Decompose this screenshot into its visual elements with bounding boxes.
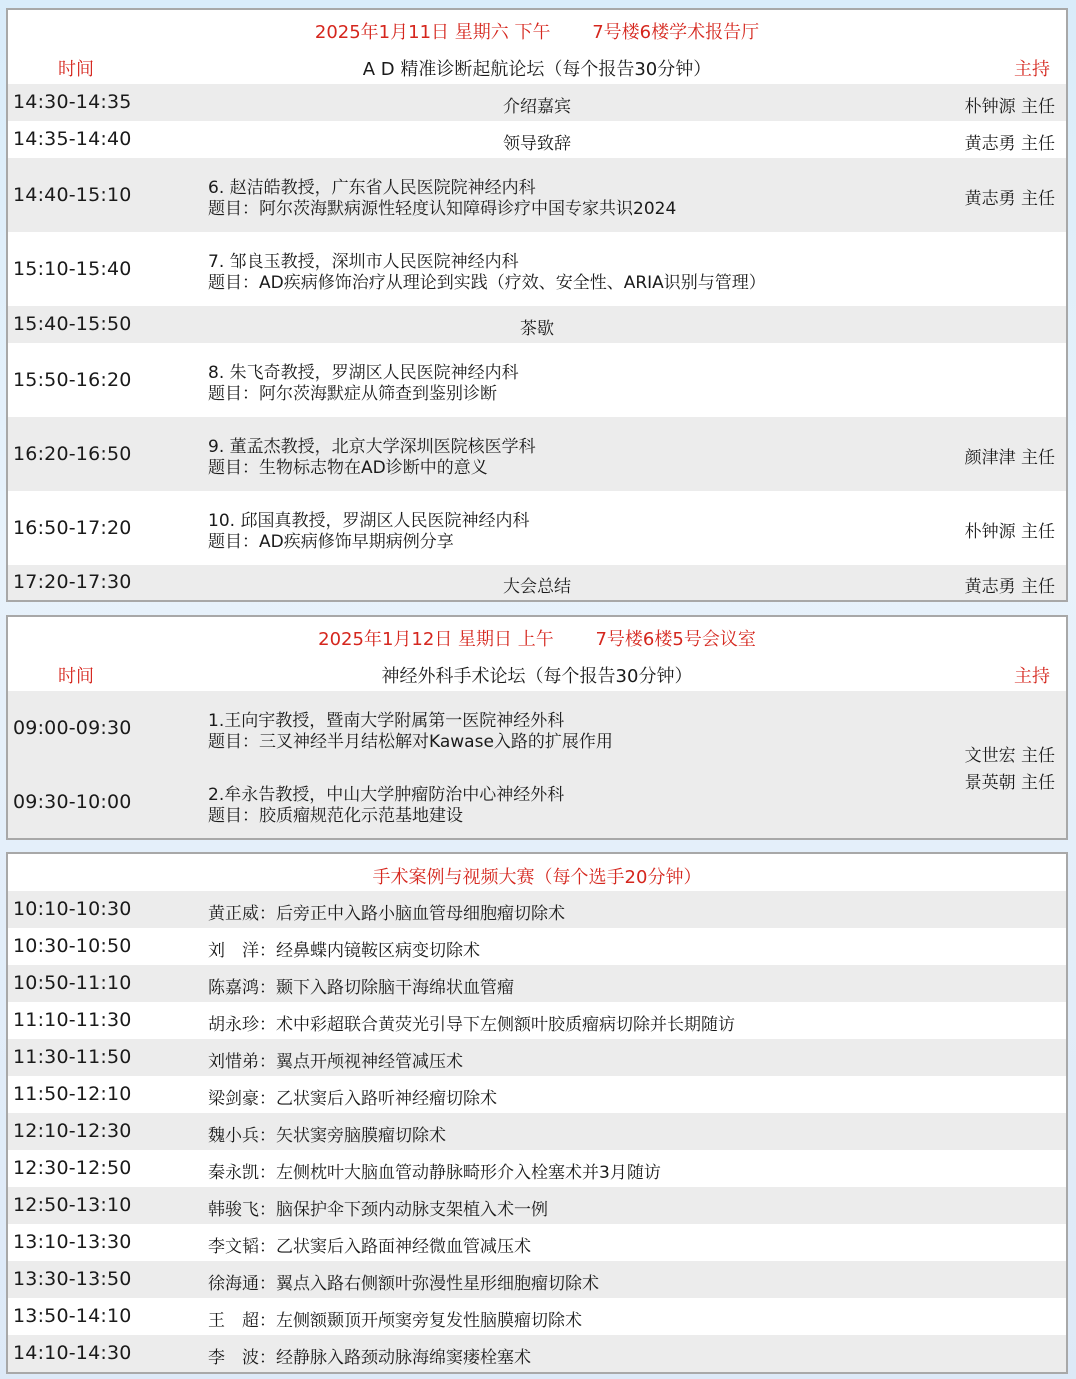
row-entry: 梁剑豪：乙状窦后入路听神经瘤切除术 [208, 1089, 497, 1109]
table-row [8, 121, 1066, 158]
table-row [8, 965, 1066, 1002]
row-topic: 题目：三叉神经半月结松解对Kawase入路的扩展作用 [208, 732, 613, 752]
row-entry: 徐海通：翼点入路右侧额叶弥漫性星形细胞瘤切除术 [208, 1274, 599, 1294]
row-time: 13:30-13:50 [13, 1268, 132, 1290]
row-time: 11:10-11:30 [13, 1009, 132, 1031]
table-row [8, 1076, 1066, 1113]
row-time: 14:35-14:40 [13, 128, 132, 150]
row-speaker: 6. 赵洁皓教授，广东省人民医院院神经内科 [208, 178, 536, 198]
day1-host-label: 主持 [1014, 59, 1050, 80]
table-row [8, 491, 1066, 565]
row-entry: 魏小兵：矢状窦旁脑膜瘤切除术 [208, 1126, 446, 1146]
table-row [8, 928, 1066, 965]
table-row [8, 306, 1066, 343]
row-entry: 刘惜弟：翼点开颅视神经管减压术 [208, 1052, 463, 1072]
row-time: 10:50-11:10 [13, 972, 132, 994]
row-entry: 李 波：经静脉入路颈动脉海绵窦瘘栓塞术 [208, 1348, 531, 1368]
row-time: 11:30-11:50 [13, 1046, 132, 1068]
row-entry: 秦永凯：左侧枕叶大脑血管动静脉畸形介入栓塞术并3月随访 [208, 1163, 661, 1183]
row-speaker: 1.王向宇教授，暨南大学附属第一医院神经外科 [208, 711, 565, 731]
row-entry: 黄正威：后旁正中入路小脑血管母细胞瘤切除术 [208, 904, 565, 924]
row-title: 茶歇 [520, 319, 554, 339]
row-host: 文世宏 主任 [964, 746, 1055, 766]
table-row [8, 1298, 1066, 1335]
row-title: 领导致辞 [503, 134, 571, 154]
row-speaker: 7. 邹良玉教授，深圳市人民医院神经内科 [208, 252, 519, 272]
row-speaker: 9. 董孟杰教授，北京大学深圳医院核医学科 [208, 437, 536, 457]
row-time: 13:50-14:10 [13, 1305, 132, 1327]
table-row [8, 1039, 1066, 1076]
table-row [8, 158, 1066, 232]
row-time: 16:20-16:50 [13, 443, 132, 465]
row-time: 12:50-13:10 [13, 1194, 132, 1216]
row-time: 17:20-17:30 [13, 571, 132, 593]
row-title: 介绍嘉宾 [503, 97, 571, 117]
day1-forum-title: A D 精准诊断起航论坛（每个报告30分钟） [362, 59, 712, 80]
table-row [8, 232, 1066, 306]
table-row [8, 1261, 1066, 1298]
row-time: 15:10-15:40 [13, 258, 132, 280]
row-topic: 题目：阿尔茨海默病源性轻度认知障碍诊疗中国专家共识2024 [208, 199, 677, 219]
table-row [8, 1224, 1066, 1261]
row-entry: 陈嘉鸿：颞下入路切除脑干海绵状血管瘤 [208, 978, 514, 998]
table-row [8, 417, 1066, 491]
row-topic: 题目：AD疾病修饰治疗从理论到实践（疗效、安全性、ARIA识别与管理） [208, 273, 766, 293]
day1-schedule-panel [6, 8, 1068, 602]
row-host: 景英朝 主任 [964, 773, 1055, 793]
day1-time-label: 时间 [58, 59, 94, 80]
row-time: 15:50-16:20 [13, 369, 132, 391]
row-time: 10:10-10:30 [13, 898, 132, 920]
day2-forum-title: 神经外科手术论坛（每个报告30分钟） [381, 666, 693, 687]
row-topic: 题目：阿尔茨海默症从筛查到鉴别诊断 [208, 384, 497, 404]
day2-host-label: 主持 [1014, 666, 1050, 687]
row-host: 朴钟源 主任 [964, 97, 1055, 117]
row-entry: 刘 洋：经鼻蝶内镜鞍区病变切除术 [208, 941, 480, 961]
row-title: 大会总结 [503, 577, 571, 597]
row-speaker: 8. 朱飞奇教授，罗湖区人民医院神经内科 [208, 363, 519, 383]
table-row [8, 1187, 1066, 1224]
day1-header: 2025年1月11日 星期六 下午 7号楼6楼学术报告厅 [314, 22, 760, 43]
day2-header: 2025年1月12日 星期日 上午 7号楼6楼5号会议室 [318, 629, 756, 650]
row-time: 10:30-10:50 [13, 935, 132, 957]
row-topic: 题目：胶质瘤规范化示范基地建设 [208, 806, 463, 826]
row-host: 黄志勇 主任 [964, 577, 1055, 597]
row-speaker: 10. 邱国真教授，罗湖区人民医院神经内科 [208, 511, 530, 531]
row-time: 14:40-15:10 [13, 184, 132, 206]
row-time: 15:40-15:50 [13, 313, 132, 335]
table-row [8, 1113, 1066, 1150]
table-row [8, 565, 1066, 602]
row-entry: 李文韬：乙状窦后入路面神经微血管减压术 [208, 1237, 531, 1257]
table-row [8, 84, 1066, 121]
row-time: 14:30-14:35 [13, 91, 132, 113]
row-time: 12:30-12:50 [13, 1157, 132, 1179]
table-row [8, 1002, 1066, 1039]
row-time: 13:10-13:30 [13, 1231, 132, 1253]
table-row [8, 1335, 1066, 1372]
table-row [8, 1150, 1066, 1187]
row-time: 14:10-14:30 [13, 1342, 132, 1364]
row-host: 黄志勇 主任 [964, 189, 1055, 209]
contest-header: 手术案例与视频大赛（每个选手20分钟） [372, 867, 702, 888]
day2-sessions-block [8, 691, 1066, 840]
row-speaker: 2.牟永告教授，中山大学肿瘤防治中心神经外科 [208, 785, 565, 805]
row-time: 12:10-12:30 [13, 1120, 132, 1142]
row-entry: 胡永珍：术中彩超联合黄荧光引导下左侧额叶胶质瘤病切除并长期随访 [208, 1015, 735, 1035]
row-entry: 韩骏飞：脑保护伞下颈内动脉支架植入术一例 [208, 1200, 548, 1220]
contest-panel [6, 852, 1068, 1374]
table-row [8, 343, 1066, 417]
row-host: 黄志勇 主任 [964, 134, 1055, 154]
row-host: 朴钟源 主任 [964, 522, 1055, 542]
table-row [8, 891, 1066, 928]
row-time: 09:00-09:30 [13, 717, 132, 739]
row-entry: 王 超：左侧额颞顶开颅窦旁复发性脑膜瘤切除术 [208, 1311, 582, 1331]
row-host: 颜津津 主任 [964, 448, 1055, 468]
row-time: 11:50-12:10 [13, 1083, 132, 1105]
row-topic: 题目：生物标志物在AD诊断中的意义 [208, 458, 488, 478]
row-topic: 题目：AD疾病修饰早期病例分享 [208, 532, 454, 552]
day2-time-label: 时间 [58, 666, 94, 687]
day2-schedule-panel [6, 615, 1068, 840]
row-time: 09:30-10:00 [13, 791, 132, 813]
row-time: 16:50-17:20 [13, 517, 132, 539]
